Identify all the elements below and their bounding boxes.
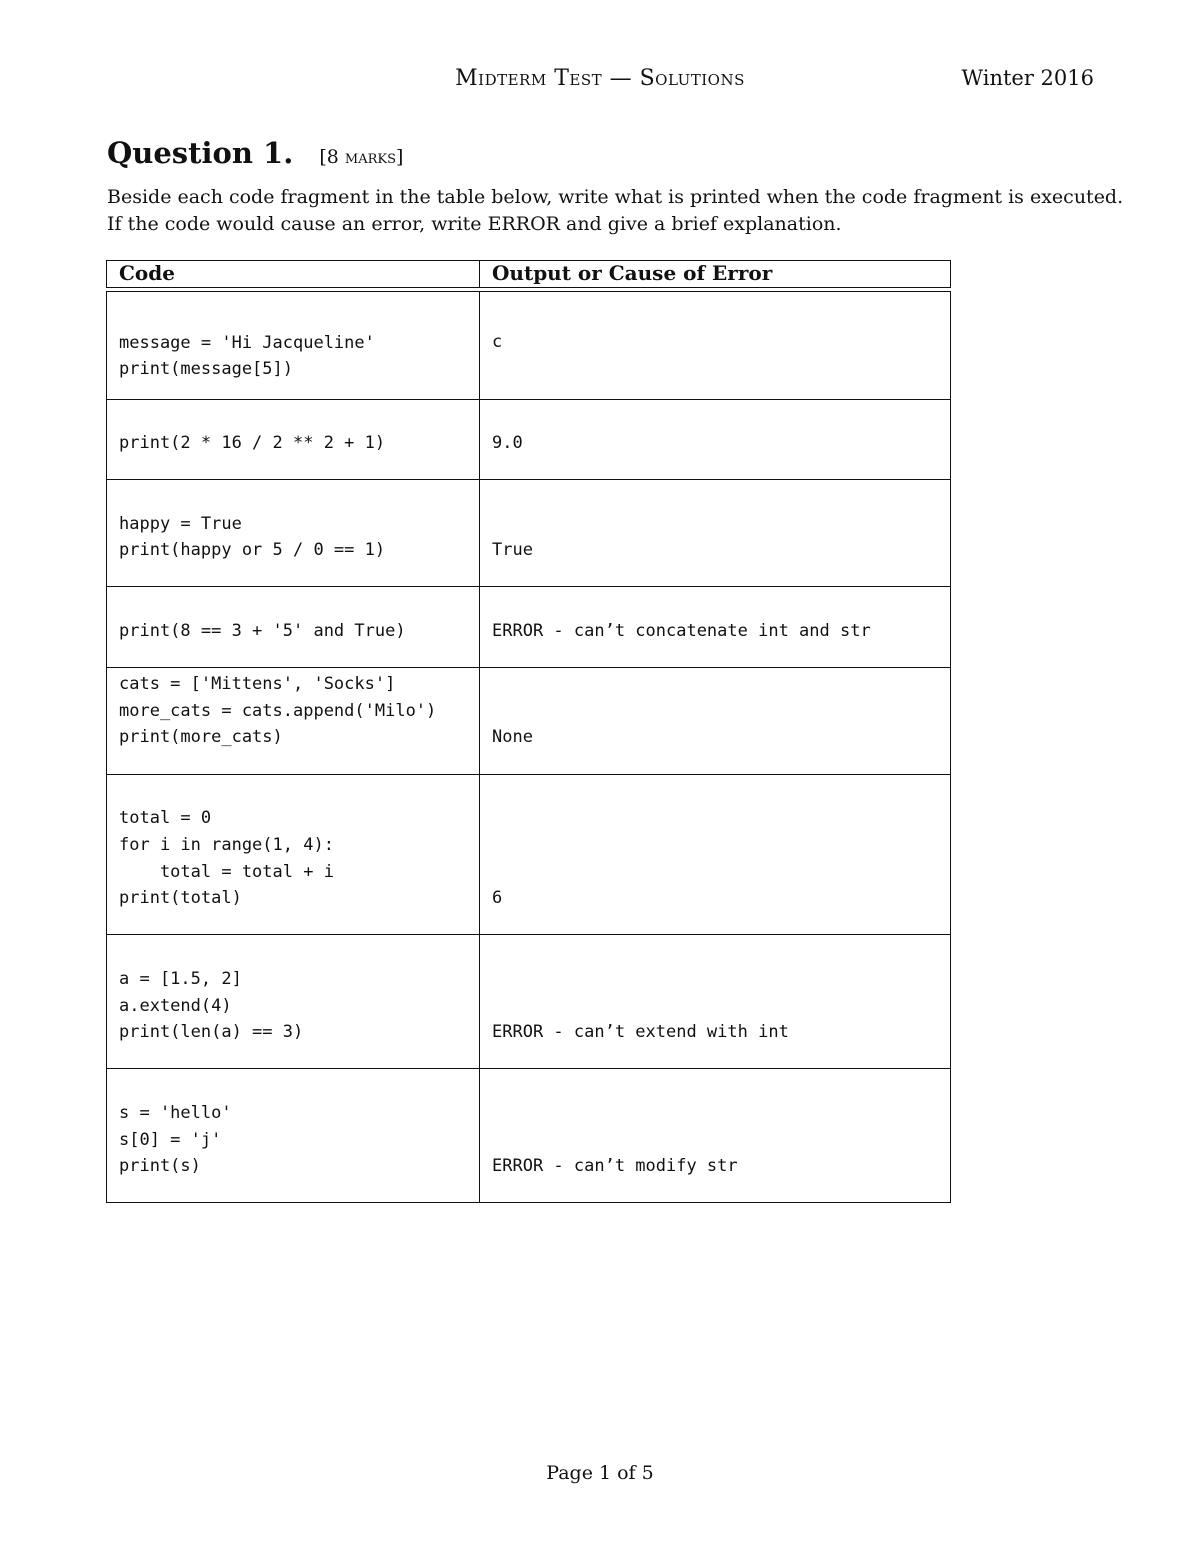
output-cell <box>480 587 950 667</box>
table-header <box>106 260 951 288</box>
output-cell <box>480 480 950 586</box>
table-row <box>107 668 950 775</box>
code-cell <box>107 668 480 774</box>
running-header-term: Winter 2016 <box>961 66 1094 90</box>
output-cell <box>480 935 950 1068</box>
code-fragment: total = 0 for i in range(1, 4): total = total + i print(total) <box>119 808 334 909</box>
code-cell <box>107 935 480 1068</box>
output-answer: ERROR - can’t extend with int <box>492 1022 789 1043</box>
instruction-line-2: If the code would cause an error, write ERROR and give a brief explanation. <box>107 213 842 235</box>
code-cell <box>107 400 480 479</box>
column-header-code: Code <box>107 261 480 287</box>
code-cell <box>107 775 480 934</box>
output-cell <box>480 1069 950 1202</box>
output-cell <box>480 400 950 479</box>
code-fragment: print(2 * 16 / 2 ** 2 + 1) <box>119 433 386 454</box>
output-answer: 9.0 <box>492 433 523 454</box>
output-answer: c <box>492 332 503 353</box>
table-row <box>107 292 950 400</box>
output-answer: ERROR - can’t modify str <box>492 1156 738 1177</box>
output-answer: True <box>492 540 533 561</box>
column-header-output: Output or Cause of Error <box>492 261 773 285</box>
table-row <box>107 775 950 935</box>
question-marks: [8 marks] <box>319 146 404 168</box>
table-row <box>107 935 950 1069</box>
code-cell <box>107 292 480 399</box>
code-fragment: happy = True print(happy or 5 / 0 == 1) <box>119 513 386 561</box>
table-row <box>107 1069 950 1203</box>
question-label: Question 1. <box>107 136 294 170</box>
running-header-title: Midterm Test — Solutions <box>455 66 745 91</box>
answer-table <box>106 291 951 1203</box>
output-answer: ERROR - can’t concatenate int and str <box>492 621 871 642</box>
code-cell <box>107 587 480 667</box>
output-cell <box>480 292 950 399</box>
code-fragment: a = [1.5, 2] a.extend(4) print(len(a) == 3) <box>119 968 304 1043</box>
output-cell <box>480 668 950 774</box>
code-fragment: message = 'Hi Jacqueline' print(message[5]) <box>119 332 375 380</box>
table-row <box>107 587 950 668</box>
output-cell <box>480 775 950 934</box>
code-fragment: s = 'hello' s[0] = 'j' print(s) <box>119 1102 232 1177</box>
code-fragment: print(8 == 3 + '5' and True) <box>119 621 406 642</box>
output-answer: None <box>492 727 533 748</box>
code-cell <box>107 1069 480 1202</box>
question-instructions <box>107 184 1124 238</box>
instruction-line-1: Beside each code fragment in the table below, write what is printed when the code fragment is executed. <box>107 186 1124 208</box>
page-number: Page 1 of 5 <box>546 1462 654 1484</box>
question-heading <box>107 136 403 170</box>
code-cell <box>107 480 480 586</box>
table-row <box>107 400 950 480</box>
output-answer: 6 <box>492 888 503 909</box>
code-fragment: cats = ['Mittens', 'Socks'] more_cats = cats.append('Milo') print(more_cats) <box>119 673 437 748</box>
table-row <box>107 480 950 587</box>
